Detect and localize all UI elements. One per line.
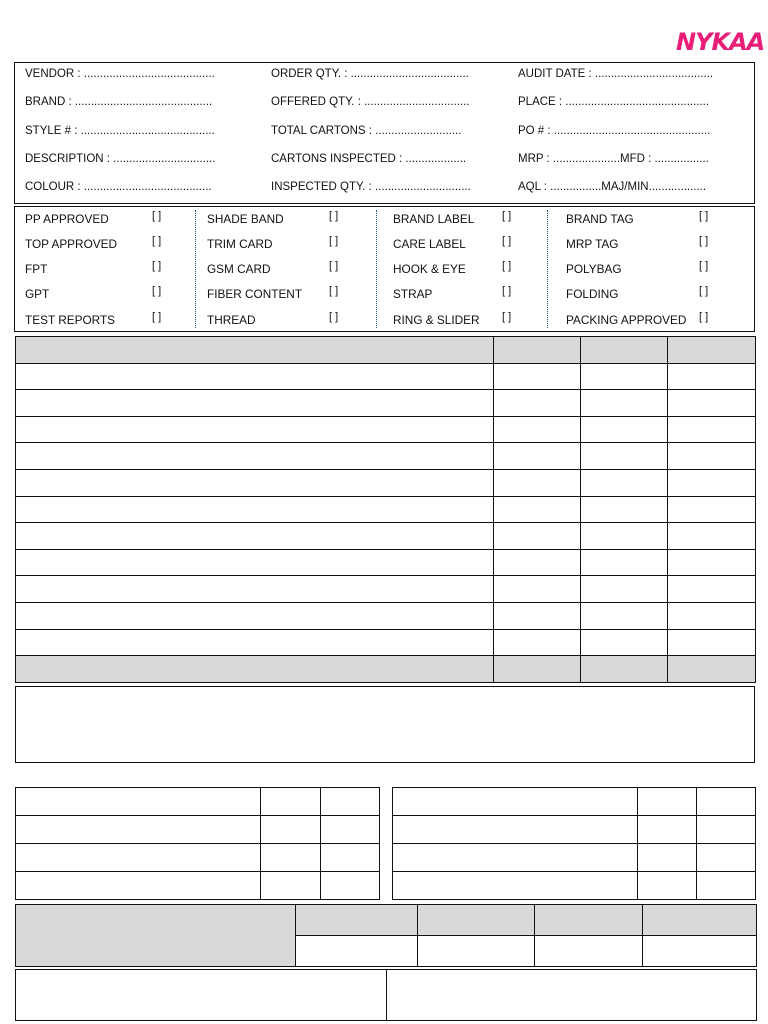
table-cell[interactable]: [16, 443, 494, 470]
nykaa-logo: NYKAA: [676, 28, 765, 56]
checklist-checkbox[interactable]: [ ]: [152, 285, 162, 297]
table-cell[interactable]: [668, 549, 756, 576]
table-cell[interactable]: [321, 816, 380, 844]
table-cell[interactable]: [16, 603, 494, 630]
table-cell[interactable]: [16, 496, 494, 523]
summary-label-cell: [16, 905, 296, 967]
checklist-item-label: PACKING APPROVED: [566, 313, 687, 327]
table-cell[interactable]: [494, 416, 581, 443]
table-cell[interactable]: [668, 470, 756, 497]
table-cell[interactable]: [581, 576, 668, 603]
checklist-checkbox[interactable]: [ ]: [152, 235, 162, 247]
style-field[interactable]: STYLE # : ..........................................: [25, 125, 215, 137]
checklist-checkbox[interactable]: [ ]: [502, 235, 512, 247]
checklist-checkbox[interactable]: [ ]: [502, 311, 512, 323]
aql-field[interactable]: AQL : ................MAJ/MIN..................: [518, 181, 707, 193]
lower-left-table: [15, 787, 380, 900]
checklist-item-label: SHADE BAND: [207, 212, 284, 226]
offered-qty-field[interactable]: OFFERED QTY. : .................................: [271, 96, 470, 108]
table-row: [16, 496, 756, 523]
checklist-checkbox[interactable]: [ ]: [329, 260, 339, 272]
table-cell[interactable]: [668, 443, 756, 470]
table-cell[interactable]: [581, 496, 668, 523]
table-row: [16, 576, 756, 603]
summary-value-cell[interactable]: [535, 936, 643, 967]
table-cell[interactable]: [581, 416, 668, 443]
checklist-item-label: RING & SLIDER: [393, 313, 480, 327]
table-row: [16, 656, 756, 683]
table-cell[interactable]: [16, 470, 494, 497]
table-cell[interactable]: [16, 416, 494, 443]
table-cell[interactable]: [393, 788, 638, 816]
header-info-box: [14, 62, 755, 204]
table-cell[interactable]: [261, 788, 321, 816]
table-cell: [668, 337, 756, 364]
table-cell[interactable]: [16, 576, 494, 603]
checklist-checkbox[interactable]: [ ]: [502, 260, 512, 272]
table-cell[interactable]: [261, 872, 321, 900]
table-cell[interactable]: [697, 816, 756, 844]
table-cell: [16, 656, 494, 683]
checklist-checkbox[interactable]: [ ]: [329, 235, 339, 247]
table-cell: [494, 656, 581, 683]
place-field[interactable]: PLACE : .............................................: [518, 96, 710, 108]
table-cell[interactable]: [494, 576, 581, 603]
summary-value-cell[interactable]: [296, 936, 418, 967]
table-cell[interactable]: [261, 816, 321, 844]
table-cell[interactable]: [494, 629, 581, 656]
table-cell[interactable]: [668, 523, 756, 550]
table-cell[interactable]: [494, 390, 581, 417]
table-cell[interactable]: [668, 363, 756, 390]
po-field[interactable]: PO # : .................................................: [518, 125, 711, 137]
table-cell[interactable]: [321, 788, 380, 816]
checklist-checkbox[interactable]: [ ]: [329, 285, 339, 297]
total-cartons-field[interactable]: TOTAL CARTONS : ...........................: [271, 125, 462, 137]
table-row: [16, 363, 756, 390]
checklist-item-label: GSM CARD: [207, 262, 271, 276]
summary-value-cell[interactable]: [643, 936, 757, 967]
table-cell[interactable]: [581, 390, 668, 417]
signature-table: [15, 969, 757, 1021]
summary-value-cell[interactable]: [418, 936, 535, 967]
summary-table: [15, 904, 757, 967]
table-cell[interactable]: [494, 443, 581, 470]
table-cell[interactable]: [494, 549, 581, 576]
table-cell[interactable]: [581, 443, 668, 470]
table-cell[interactable]: [16, 549, 494, 576]
table-cell[interactable]: [16, 523, 494, 550]
table-cell[interactable]: [668, 416, 756, 443]
table-cell[interactable]: [393, 844, 638, 872]
checklist-divider: [547, 210, 548, 328]
summary-header-cell: [418, 905, 535, 936]
table-cell[interactable]: [494, 496, 581, 523]
checklist-item-label: FPT: [25, 262, 48, 276]
checklist-checkbox[interactable]: [ ]: [152, 260, 162, 272]
table-cell[interactable]: [638, 844, 697, 872]
table-row: [16, 844, 380, 872]
table-cell[interactable]: [581, 470, 668, 497]
table-cell[interactable]: [697, 872, 756, 900]
table-row: [393, 816, 756, 844]
checklist-checkbox[interactable]: [ ]: [699, 235, 709, 247]
table-cell: [494, 337, 581, 364]
inspected-qty-field[interactable]: INSPECTED QTY. : ..............................: [271, 181, 471, 193]
table-cell[interactable]: [16, 872, 261, 900]
signature-cell-right[interactable]: [387, 970, 757, 1021]
table-row: [393, 788, 756, 816]
table-cell[interactable]: [16, 363, 494, 390]
table-row: [16, 603, 756, 630]
table-row: [16, 390, 756, 417]
table-row: [16, 523, 756, 550]
checklist-item-label: FOLDING: [566, 287, 619, 301]
table-row: [16, 788, 380, 816]
checklist-item-label: GPT: [25, 287, 50, 301]
table-row: [16, 629, 756, 656]
table-cell[interactable]: [16, 816, 261, 844]
checklist-box: [14, 206, 755, 332]
signature-cell-left[interactable]: [16, 970, 387, 1021]
checklist-item-label: TEST REPORTS: [25, 313, 116, 327]
table-cell[interactable]: [668, 603, 756, 630]
table-row: [16, 549, 756, 576]
table-row: [393, 872, 756, 900]
checklist-item-label: THREAD: [207, 313, 256, 327]
table-cell[interactable]: [494, 470, 581, 497]
checklist-item-label: MRP TAG: [566, 237, 619, 251]
table-row: [16, 337, 756, 364]
table-cell[interactable]: [16, 390, 494, 417]
table-cell[interactable]: [393, 872, 638, 900]
table-cell[interactable]: [668, 576, 756, 603]
table-cell[interactable]: [668, 629, 756, 656]
vendor-field[interactable]: VENDOR : .........................................: [25, 68, 215, 80]
checklist-divider: [195, 210, 196, 328]
brand-field[interactable]: BRAND : ...........................................: [25, 96, 213, 108]
checklist-checkbox[interactable]: [ ]: [329, 210, 339, 222]
checklist-checkbox[interactable]: [ ]: [329, 311, 339, 323]
table-cell[interactable]: [261, 844, 321, 872]
lower-right-table: [392, 787, 756, 900]
checklist-item-label: TOP APPROVED: [25, 237, 118, 251]
summary-header-cell: [296, 905, 418, 936]
summary-header-cell: [643, 905, 757, 936]
checklist-item-label: CARE LABEL: [393, 237, 466, 251]
table-cell[interactable]: [494, 523, 581, 550]
table-row: [393, 844, 756, 872]
checklist-item-label: BRAND LABEL: [393, 212, 475, 226]
table-cell: [581, 337, 668, 364]
checklist-checkbox[interactable]: [ ]: [502, 210, 512, 222]
table-row: [16, 416, 756, 443]
checklist-checkbox[interactable]: [ ]: [152, 210, 162, 222]
checklist-item-label: POLYBAG: [566, 262, 622, 276]
table-cell[interactable]: [16, 844, 261, 872]
table-cell[interactable]: [638, 872, 697, 900]
checklist-item-label: PP APPROVED: [25, 212, 109, 226]
table-row: [16, 443, 756, 470]
colour-field[interactable]: COLOUR : ........................................: [25, 181, 212, 193]
table-cell[interactable]: [638, 816, 697, 844]
table-cell[interactable]: [16, 788, 261, 816]
table-cell: [581, 656, 668, 683]
table-cell[interactable]: [581, 549, 668, 576]
table-cell[interactable]: [697, 844, 756, 872]
order-qty-field[interactable]: ORDER QTY. : .....................................: [271, 68, 469, 80]
checklist-checkbox[interactable]: [ ]: [699, 285, 709, 297]
checklist-checkbox[interactable]: [ ]: [502, 285, 512, 297]
table-cell[interactable]: [494, 603, 581, 630]
checklist-checkbox[interactable]: [ ]: [699, 210, 709, 222]
checklist-checkbox[interactable]: [ ]: [699, 311, 709, 323]
table-row: [16, 872, 380, 900]
checklist-checkbox[interactable]: [ ]: [152, 311, 162, 323]
table-cell[interactable]: [321, 872, 380, 900]
table-row: [16, 816, 380, 844]
checklist-divider: [376, 210, 377, 328]
cartons-inspected-field[interactable]: CARTONS INSPECTED : ...................: [271, 153, 467, 165]
remarks-box[interactable]: [15, 686, 755, 763]
checklist-item-label: STRAP: [393, 287, 433, 301]
checklist-item-label: BRAND TAG: [566, 212, 634, 226]
table-row: [16, 470, 756, 497]
table-cell[interactable]: [321, 844, 380, 872]
checklist-item-label: FIBER CONTENT: [207, 287, 303, 301]
table-cell[interactable]: [581, 629, 668, 656]
table-cell: [16, 337, 494, 364]
table-cell[interactable]: [697, 788, 756, 816]
summary-header-cell: [535, 905, 643, 936]
defect-table: [15, 336, 756, 683]
table-cell[interactable]: [16, 629, 494, 656]
table-cell: [668, 656, 756, 683]
checklist-item-label: TRIM CARD: [207, 237, 273, 251]
checklist-checkbox[interactable]: [ ]: [699, 260, 709, 272]
mrp-mfd-field[interactable]: MRP : .....................MFD : .................: [518, 153, 709, 165]
table-cell[interactable]: [581, 363, 668, 390]
table-cell[interactable]: [668, 390, 756, 417]
audit-date-field[interactable]: AUDIT DATE : .....................................: [518, 68, 714, 80]
table-cell[interactable]: [581, 523, 668, 550]
checklist-item-label: HOOK & EYE: [393, 262, 466, 276]
description-field[interactable]: DESCRIPTION : ................................: [25, 153, 216, 165]
table-cell[interactable]: [668, 496, 756, 523]
table-cell[interactable]: [494, 363, 581, 390]
table-cell[interactable]: [581, 603, 668, 630]
table-cell[interactable]: [638, 788, 697, 816]
table-cell[interactable]: [393, 816, 638, 844]
